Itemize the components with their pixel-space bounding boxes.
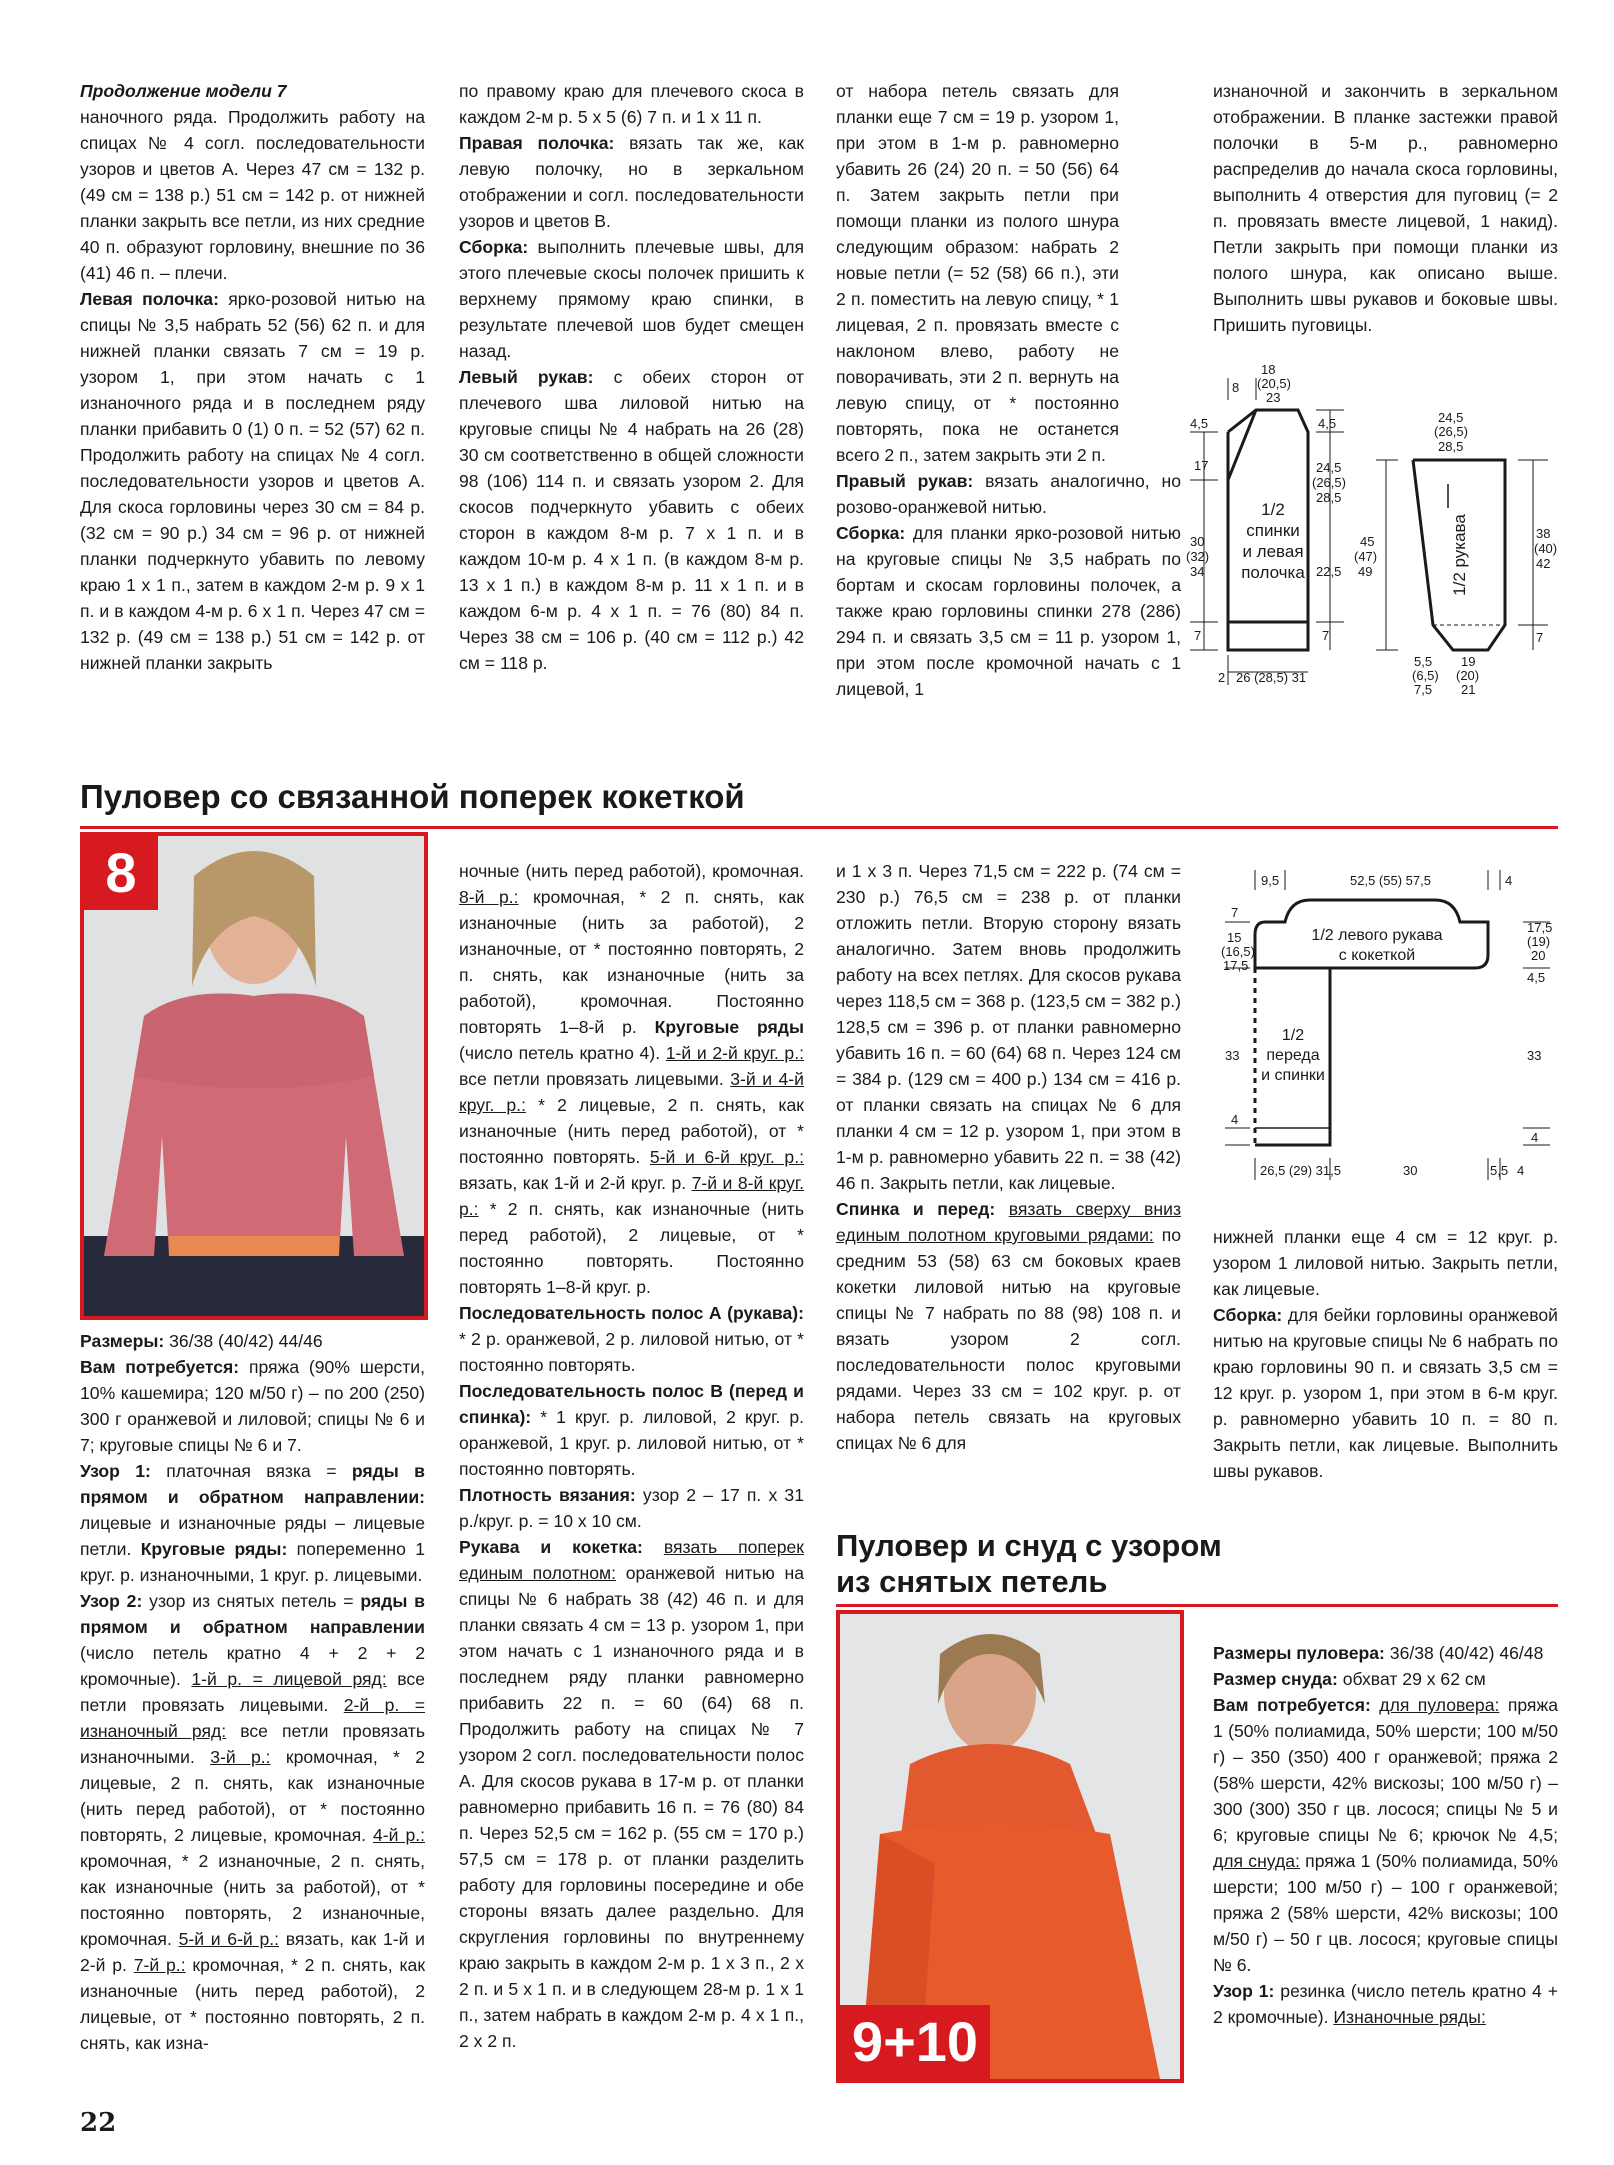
d1-t8: 8 <box>1232 380 1240 395</box>
assembly-text: выполнить плечевые швы, для этого плечевые скосы полочек пришить к верхнему прямому краю спинки, в результате плечевой шов будет смещен назад. <box>459 237 804 361</box>
pattern2-row4: 4-й р.: <box>373 1825 426 1845</box>
pattern2-row2: 2-й р. = изнаночный ряд: <box>80 1695 425 1741</box>
d1-r7: 7 <box>1322 628 1330 643</box>
d1-body-label-1: 1/2 <box>1261 500 1285 519</box>
assembly-title: Сборка: <box>459 237 529 257</box>
d2-b265: 26,5 (29) 31,5 <box>1260 1163 1341 1178</box>
d2-l33: 33 <box>1225 1048 1240 1063</box>
model8-title-rule <box>80 826 1558 829</box>
d2-l4: 4 <box>1231 1112 1239 1127</box>
pattern2-rows: ряды в прямом и обратном направлении <box>80 1591 425 1637</box>
pattern1-text-c: попеременно 1 круг. р. изнаночными, 1 круг. р. лицевыми. <box>80 1539 425 1585</box>
col2-round34: 3-й и 4-й круг. р.: <box>459 1069 804 1115</box>
right-front-title: Правая полочка: <box>459 133 615 153</box>
model8-badge: 8 <box>84 836 158 910</box>
materials-text: пряжа (90% шерсти, 10% кашемира; 120 м/50 г) – по 200 (250) 300 г оранжевой и лиловой; спицы № 6 и 7; круговые спицы № 6 и 7. <box>80 1357 426 1455</box>
d2-t4: 4 <box>1505 873 1513 888</box>
seqB-text: * 1 круг. р. лиловой, 2 круг. р. оранжевой, 1 круг. р. лиловой нитью, от * постоянно повторять. <box>459 1407 804 1479</box>
d1-s40: (40) <box>1534 541 1558 556</box>
d1-s38: 38 <box>1536 526 1551 541</box>
d1-t18: 18 <box>1261 362 1276 377</box>
d1-s65: (6,5) <box>1412 668 1439 683</box>
model910-materials-text-b: пряжа 1 (50% полиамида, 50% шерсти; 100 м/50 г) – 100 г оранжевой; пряжа 2 (58% шерсти, 42% вискозы; 100 м/50 г) – 50 г цв. лосося; круговые спицы № 6. <box>1213 1851 1558 1975</box>
snood-size-title: Размер снуда: <box>1213 1669 1338 1689</box>
d1-s19: 19 <box>1461 654 1476 669</box>
for-pullover: для пуловера: <box>1379 1695 1500 1715</box>
d2-t95: 9,5 <box>1261 873 1280 888</box>
col1-paragraph: наночного ряда. Продолжить работу на спицах № 4 согл. последовательности узоров и цветов А. Через 47 см = 132 р. (49 см = 138 р.) 51 см = 142 р. от нижней планки закрыть все петли, из них средние 40 п. образуют горловину, внешние по 36 (41) 46 п. – плечи. <box>80 107 425 283</box>
model910-materials-title: Вам потребуется: <box>1213 1695 1371 1715</box>
pattern2-title: Узор 2: <box>80 1591 143 1611</box>
model910-materials-text-a: пряжа 1 (50% полиамида, 50% шерсти; 100 м/50 г) – 350 (350) 400 г оранжевой; пряжа 2 (58% шерсти, 42% вискозы; 100 м/50 г) – 300 (300) 350 г цв. лосося; спицы № 5 и 6; круговые спицы № 6; крючок № 4,5; <box>1213 1695 1559 1845</box>
d2-l7: 7 <box>1231 905 1239 920</box>
col3-text: и 1 х 3 п. Через 71,5 см = 222 р. (74 см = 230 р.) 76,5 см = 238 р. от планки отложить петли. Вторую сторону вязать аналогично. Затем вновь продолжить работу на всех петлях. Для скосов рукава через 118,5 см = 368 р. (123,5 см = 382 р.) 128,5 см = 396 р. от планки равномерно убавить 16 п. = 60 (64) 68 п. Через 124 см = 384 р. (129 см = 400 р.) 134 см = 416 р. от планки связать на спицах № 6 для планки 4 см = 12 р. узором 1, при этом в 1-м р. равномерно убавить 22 п. = 38 (42) 46 п. Закрыть петли, как лицевые. <box>836 861 1181 1193</box>
neck-assembly-title: Сборка: <box>1213 1305 1283 1325</box>
col2-row8: 8-й р.: <box>459 887 519 907</box>
right-front-paragraph <box>459 130 804 234</box>
d2-t525: 52,5 (55) 57,5 <box>1350 873 1431 888</box>
d2-body-label-3: и спинки <box>1261 1067 1325 1084</box>
seqB-title: Последовательность полос В (перед и спинка): <box>459 1381 804 1427</box>
d1-s265: (26,5) <box>1434 424 1468 439</box>
d1-r245: 24,5 <box>1316 460 1342 475</box>
pattern2-row1: 1-й р. = лицевой ряд: <box>191 1669 387 1689</box>
d1-s75: 7,5 <box>1414 682 1433 697</box>
d2-b4: 4 <box>1517 1163 1525 1178</box>
pattern2-text-f: кромочная, * 2 изнаночные, 2 п. снять, как изнаночные (нить за работой), от * постоянно повторять, 2 изнаночные, кромочная. <box>80 1851 425 1949</box>
back-title: Спинка и перед: <box>836 1199 996 1219</box>
model7-col1 <box>80 78 425 676</box>
d2-b30: 30 <box>1403 1163 1418 1178</box>
d1-l17: 17 <box>1194 458 1209 473</box>
density-title: Плотность вязания: <box>459 1485 636 1505</box>
col2-paragraph: по правому краю для плечевого скоса в каждом 2-м р. 5 х 5 (6) 7 п. и 1 х 11 п. <box>459 81 804 127</box>
model8-title: Пуловер со связанной поперек кокеткой <box>80 778 745 815</box>
assembly-paragraph <box>459 234 804 364</box>
d1-b2: 2 <box>1218 670 1226 685</box>
yoke-text: оранжевой нитью на спицы № 6 набрать 38 (42) 46 п. и для планки связать 4 см = 13 р. узором 1, при этом начать с 1 изнаночного ряда и в последнем ряду планки равномерно прибавить 22 п. = 60 (64) 68 п. Продолжить работу на спицах № 7 узором 2 согл. последовательности полос А. Для скосов рукава в 17-м р. от планки равномерно прибавить 16 п. = 76 (80) 84 п. Через 52,5 см = 162 р. (55 см = 170 р.) 57,5 см = 178 р. от планки разделить работу для горловины посередине и обе стороны вязать далее раздельно. Для скругления горловины по внутреннему краю закрыть в каждом 2-м р. 1 х 3 п., 2 х 2 п. и 5 х 1 п. и в следующем 28-м р. 1 х 1 п., затем набрать в каждом 2-м р. 4 х 1 п., 2 х 2 п. <box>459 1563 804 2051</box>
left-front-paragraph <box>80 286 425 676</box>
yoke-paragraph <box>459 1534 804 2054</box>
model910-col <box>1213 1640 1558 2030</box>
col4-paragraph: изнаночной и закончить в зеркальном отображении. В планке застежки правой полочки в 5-м р., равномерно распределив до начала скоса горловины, выполнить 4 отверстия для пуговиц (= 2 п. провязать вместе лицевой, 1 накид). Петли закрыть при помощи планки из полого шнура, как описано выше. Выполнить швы рукавов и боковые швы. Пришить пуговицы. <box>1213 81 1558 335</box>
pattern2-text-c: все петли провязать лицевыми. <box>80 1669 425 1715</box>
materials-title: Вам потребуется: <box>80 1357 240 1377</box>
back-underlined: вязать сверху вниз единым полотном круговыми рядами: <box>836 1199 1182 1245</box>
d2-r19: (19) <box>1527 934 1551 949</box>
neck-assembly-paragraph <box>1213 1302 1558 1484</box>
d1-body-label-4: полочка <box>1241 563 1305 582</box>
assembly2-text: для планки ярко-розовой нитью на круговые спицы № 3,5 набрать по бортам и скосам горловины полочек, а также краю горловины спинки 278 (286) 294 п. и связать 3,5 см = 11 р. узором 1, при этом после кромочной начать с 1 лицевой, 1 <box>836 523 1181 699</box>
col2-text-a: ночные (нить перед работой), кромочная. <box>459 861 804 881</box>
col3-paragraph: от набора петель связать для планки еще 7 см = 19 р. узором 1, при этом в 1-м р. равномерно убавить 26 (24) 20 п. = 50 (56) 64 п. Затем закрыть петли при помощи планки из полого шнура следующим образом: набрать 2 новые петли (= 52 (58) 66 п.), эти 2 п. поместить на левую спицу, * 1 лицевая, 2 п. провязать вместе с наклоном влево, работу не поворачивать, эти 2 п. вернуть на левую спицу, от * постоянно повторять, пока не останется всего 2 п., затем закрыть эти 2 п. <box>836 81 1119 465</box>
page-number: 22 <box>80 2108 117 2138</box>
d1-body-label-3: и левая <box>1242 542 1304 561</box>
pattern2-text-g: вязать, как 1-й и 2-й р. <box>80 1929 425 1975</box>
sizes-text: 36/38 (40/42) 44/46 <box>164 1331 323 1351</box>
d2-body-label-1: 1/2 <box>1281 1027 1305 1044</box>
pattern2-text-e: кромочная, * 2 лицевые, 2 п. снять, как изнаночные (нить перед работой), от * постоянно повторять, 2 лицевые, кромочная. <box>80 1747 425 1845</box>
model7-col2 <box>459 78 804 676</box>
pattern2-row56: 5-й и 6-й р.: <box>178 1929 280 1949</box>
d1-t23: 23 <box>1266 390 1281 405</box>
d1-l30: 30 <box>1190 534 1205 549</box>
col4-text: нижней планки еще 4 см = 12 круг. р. узором 1 лиловой нитью. Закрыть петли, как лицевые. <box>1213 1227 1558 1299</box>
pattern2-text-b: (число петель кратно 4 + 2 + 2 кромочные). <box>80 1643 425 1689</box>
d2-r20: 20 <box>1531 948 1546 963</box>
d2-r45: 4,5 <box>1527 970 1546 985</box>
col2-round12: 1-й и 2-й круг. р.: <box>665 1043 804 1063</box>
col2-text-b: кромочная, * 2 п. снять, как изнаночные (нить за работой), 2 изнаночные, от * постоянно повторять, 2 п. снять, как изнаночные (нить за работой), кромочная. Постоянно повторять 1–8-й р. <box>459 887 805 1037</box>
d1-s7: 7 <box>1536 630 1544 645</box>
left-sleeve-paragraph <box>459 364 804 676</box>
d1-s47: (47) <box>1354 549 1378 564</box>
seqA-title: Последовательность полос А (рукава): <box>459 1303 804 1323</box>
snood-size-paragraph <box>1213 1666 1558 1692</box>
continuation-heading: Продолжение модели 7 <box>80 81 287 101</box>
d1-l34: 34 <box>1190 564 1205 579</box>
pattern2-text-a: узор из снятых петель = <box>142 1591 361 1611</box>
yoke-underlined: вязать поперек единым полотном: <box>459 1537 804 1583</box>
assembly2-paragraph <box>836 520 1181 702</box>
d1-b26: 26 (28,5) 31 <box>1236 670 1307 685</box>
d1-l7: 7 <box>1194 628 1202 643</box>
model7-col3 <box>836 78 1181 702</box>
pattern2-paragraph <box>80 1588 425 2056</box>
pattern1-rows: ряды в прямом и обратном направлении: <box>80 1461 425 1507</box>
model910-title-2: из снятых петель <box>836 1564 1108 1599</box>
d1-s55: 5,5 <box>1414 654 1433 669</box>
yoke-title: Рукава и кокетка: <box>459 1537 643 1557</box>
left-sleeve-text: с обеих сторон от плечевого шва лиловой нитью на круговые спицы № 4 набрать на 26 (28) 30 см соответственно в общей сложности 98 (106) 114 п. и связать узором 2. Для скосов подчеркнуто убавить с обеих сторон в каждом 8-м р. 7 х 1 п. и в каждом 10-м р. 4 х 1 п. (в каждом 8-м р. 13 х 1 п.) в каждом 8-м р. 11 х 1 п. и в каждом 6-м р. 4 х 1 п. = 76 (80) 84 п. Через 38 см = 106 р. (40 см = 112 р.) 42 см = 118 р. <box>459 367 804 673</box>
model910-purl-rows: Изнаночные ряды: <box>1333 2007 1486 2027</box>
right-sleeve-paragraph <box>836 468 1181 520</box>
col2-round78: 7-й и 8-й круг. р.: <box>459 1173 804 1219</box>
d2-l15: 15 <box>1227 930 1242 945</box>
col2-round56: 5-й и 6-й круг. р.: <box>649 1147 804 1167</box>
model7-col4 <box>1213 78 1558 338</box>
left-sleeve-title: Левый рукав: <box>459 367 594 387</box>
pattern2-row7: 7-й р.: <box>133 1955 186 1975</box>
back-paragraph <box>836 1196 1181 1456</box>
density-text: узор 2 – 17 п. х 31 р./круг. р. = 10 х 10 см. <box>459 1485 804 1531</box>
materials-paragraph <box>80 1354 425 1458</box>
d2-l165: (16,5) <box>1221 944 1255 959</box>
d1-l45: 4,5 <box>1190 416 1209 431</box>
d2-b55: 5,5 <box>1490 1163 1509 1178</box>
model8-photo <box>80 832 428 1320</box>
model910-title-1: Пуловер и снуд с узором <box>836 1528 1222 1563</box>
d2-r33: 33 <box>1527 1048 1542 1063</box>
seqA-paragraph <box>459 1300 804 1378</box>
right-sleeve-title: Правый рукав: <box>836 471 974 491</box>
right-front-text: вязать так же, как левую полочку, но в зеркальном отображении и согл. последовательности узоров и цветов В. <box>459 133 804 231</box>
seqA-text: * 2 р. оранжевой, 2 р. лиловой нитью, от * постоянно повторять. <box>459 1329 804 1375</box>
d2-l175: 17,5 <box>1223 958 1249 973</box>
pattern1-title: Узор 1: <box>80 1461 151 1481</box>
col2-pattern-paragraph <box>459 858 804 1300</box>
d1-s21: 21 <box>1461 682 1476 697</box>
schema-model7 <box>1148 360 1568 705</box>
d1-s245: 24,5 <box>1438 410 1464 425</box>
d1-s49: 49 <box>1358 564 1373 579</box>
d1-body-label-2: спинки <box>1246 521 1300 540</box>
d1-r285: 28,5 <box>1316 490 1342 505</box>
model910-pattern1-paragraph <box>1213 1978 1558 2030</box>
d1-s45: 45 <box>1360 534 1375 549</box>
sizes-title: Размеры: <box>80 1331 165 1351</box>
d1-r265: (26,5) <box>1312 475 1346 490</box>
pattern2-row3: 3-й р.: <box>210 1747 271 1767</box>
d1-l32: (32) <box>1186 549 1210 564</box>
sizes-paragraph <box>80 1328 425 1354</box>
model910-materials-paragraph <box>1213 1692 1558 1978</box>
col2-text-e: * 2 лицевые, 2 п. снять, как изнаночные (нить перед работой), от * постоянно повторять. <box>459 1095 804 1167</box>
pattern1-paragraph <box>80 1458 425 1588</box>
col2-text-c: (число петель кратно 4). <box>459 1043 666 1063</box>
pullover-sizes-title: Размеры пуловера: <box>1213 1643 1385 1663</box>
d1-r225: 22,5 <box>1316 564 1342 579</box>
d1-sleeve-label: 1/2 рукава <box>1450 514 1469 596</box>
d2-r175: 17,5 <box>1527 920 1553 935</box>
snood-size-text: обхват 29 х 62 см <box>1337 1669 1486 1689</box>
pullover-sizes-paragraph <box>1213 1640 1558 1666</box>
d1-s42: 42 <box>1536 556 1551 571</box>
d1-s285: 28,5 <box>1438 439 1464 454</box>
pattern2-text-h: кромочная, * 2 п. снять, как изнаночные (нить перед работой), 2 лицевые, от * постоянно повторять, 2 п. снять, как изна- <box>80 1955 426 2053</box>
d1-s20: (20) <box>1456 668 1480 683</box>
d2-body-label-2: переда <box>1266 1047 1320 1064</box>
model8-col3 <box>836 858 1181 1456</box>
schema-model8 <box>1205 860 1570 1200</box>
model910-pattern1-text: резинка (число петель кратно 4 + 2 кромочные). <box>1213 1981 1559 2027</box>
model8-col4 <box>1213 1224 1558 1484</box>
left-front-text: ярко-розовой нитью на спицы № 3,5 набрать 52 (56) 62 п. и для нижней планки связать 7 см = 19 р. узором 1, при этом начать с 1 изнаночного ряда и в последнем ряду планки прибавить 0 (1) 0 п. = 52 (57) 62 п. Продолжить работу на спицах № 4 согл. последовательности узоров и цветов А. Для скоса горловины через 30 см = 84 р. (32 см = 90 р.) 34 см = 96 р. от нижней планки подчеркнуто убавить по левому краю 1 х 1 п., затем в каждом 2-м р. 9 х 1 п. и в каждом 4-м р. 6 х 1 п. Через 47 см = 132 р. (49 см = 138 р.) 51 см = 142 р. от нижней планки закрыть <box>80 289 425 673</box>
pattern1-text-a: платочная вязка = <box>150 1461 352 1481</box>
d1-t205: (20,5) <box>1257 376 1291 391</box>
seqB-paragraph <box>459 1378 804 1482</box>
d2-r4: 4 <box>1531 1130 1539 1145</box>
neck-assembly-text: для бейки горловины оранжевой нитью на круговые спицы № 6 набрать по краю горловины 90 п. и связать 3,5 см = 12 круг. р. узором 1, при этом в 6-м круг. р. равномерно убавить 10 п. = 80 п. Закрыть петли, как лицевые. Выполнить швы рукавов. <box>1213 1305 1558 1481</box>
left-front-title: Левая полочка: <box>80 289 219 309</box>
model910-title-rule <box>836 1604 1558 1607</box>
model910-pattern1-title: Узор 1: <box>1213 1981 1275 2001</box>
col2-text-g: * 2 п. снять, как изнаночные (нить перед работой), 2 лицевые, от * постоянно повторять. Постоянно повторять 1–8-й круг. р. <box>459 1199 804 1297</box>
pattern1-rounds: Круговые ряды: <box>140 1539 288 1559</box>
model910-photo <box>836 1610 1184 2083</box>
right-sleeve-text: вязать аналогично, но розово-оранжевой нитью. <box>836 471 1181 517</box>
col2-text-d: все петли провязать лицевыми. <box>459 1069 731 1089</box>
d1-r45: 4,5 <box>1318 416 1337 431</box>
density-paragraph <box>459 1482 804 1534</box>
assembly2-title: Сборка: <box>836 523 906 543</box>
model8-col2 <box>459 858 804 2054</box>
col2-text-f: вязать, как 1-й и 2-й круг. р. <box>459 1173 692 1193</box>
pattern2-text-d: все петли провязать изнаночными. <box>80 1721 425 1767</box>
d2-sleeve-label-1: 1/2 левого рукава <box>1311 927 1443 944</box>
back-text: по средним 53 (58) 63 см боковых краев кокетки лиловой нитью на круговые спицы № 7 набрать по 88 (98) 108 п. и вязать узором 2 согл. последовательности полос круговыми рядами. Через 33 см = 102 круг. р. от набора петель связать на круговых спицах № 6 для <box>836 1225 1182 1453</box>
col2-rounds: Круговые ряды <box>654 1017 804 1037</box>
pattern1-text-b: лицевые и изнаночные ряды – лицевые петли. <box>80 1513 425 1559</box>
model910-badge: 9+10 <box>840 2005 990 2079</box>
model8-col1 <box>80 1328 425 2056</box>
d2-sleeve-label-2: с кокеткой <box>1338 947 1416 964</box>
pullover-sizes-text: 36/38 (40/42) 46/48 <box>1384 1643 1544 1663</box>
for-snood: для снуда: <box>1213 1851 1300 1871</box>
